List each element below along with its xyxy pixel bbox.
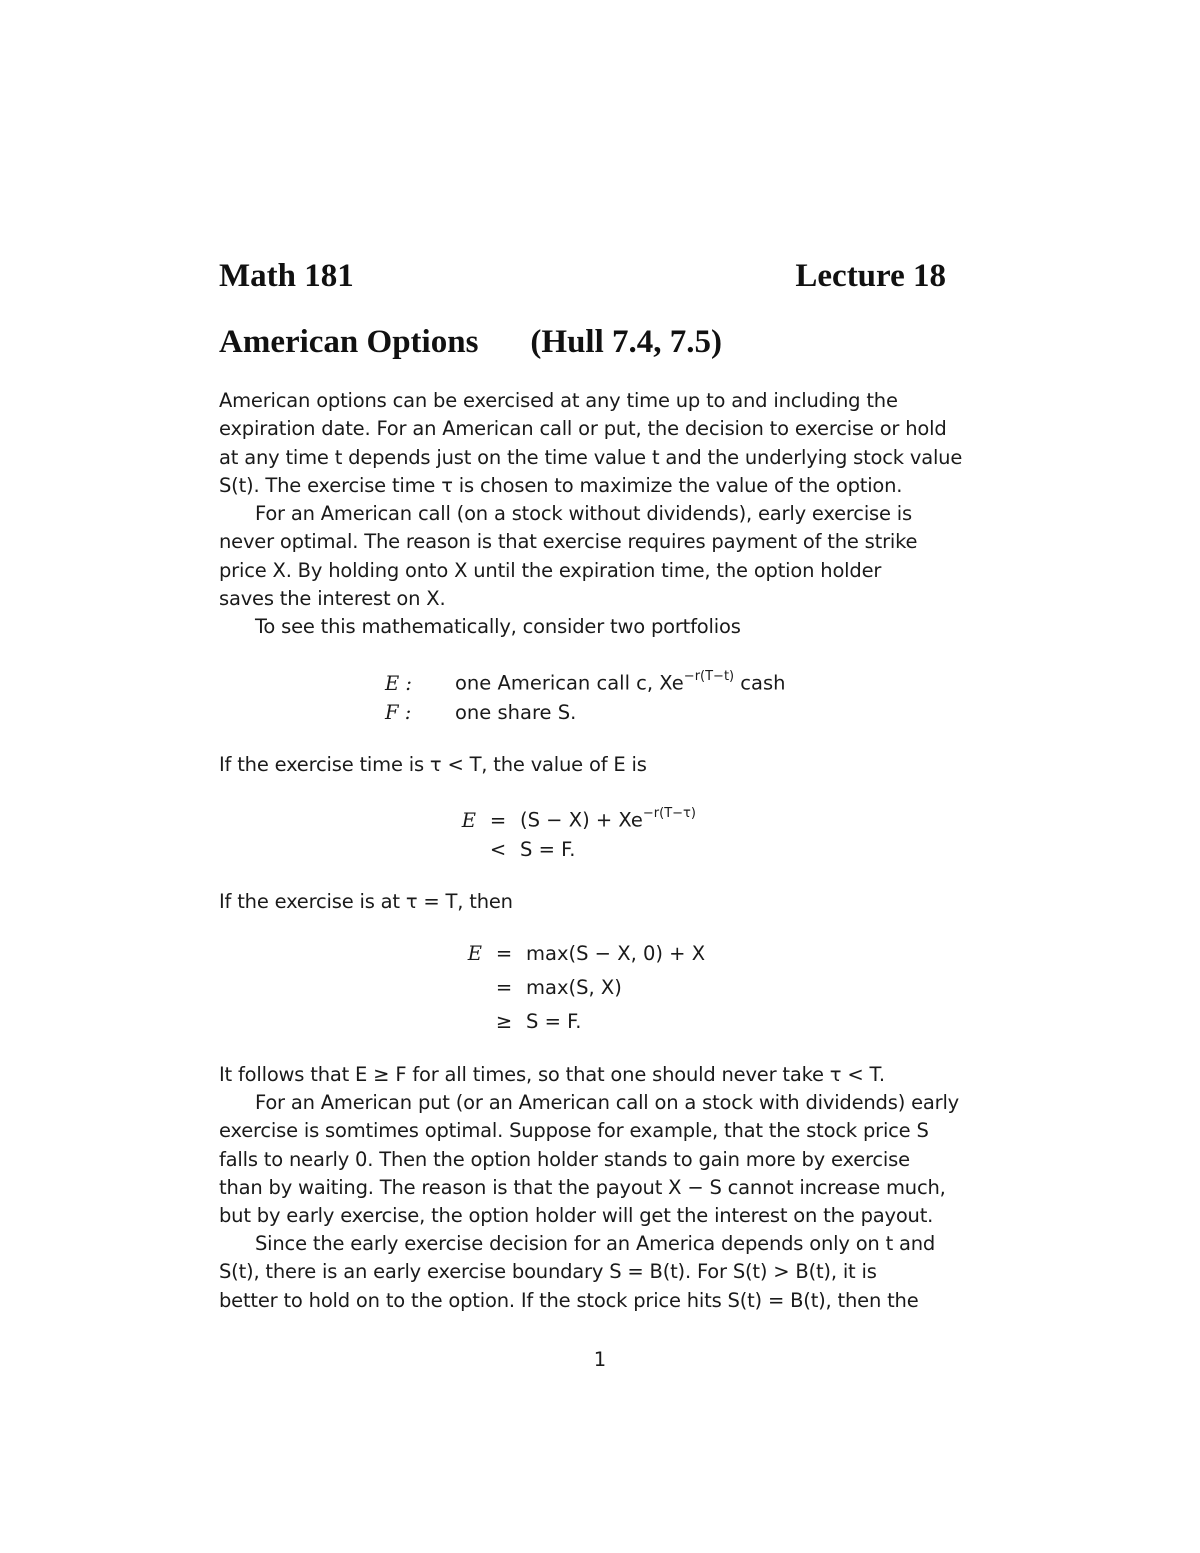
paragraph-line: exercise is somtimes optimal. Suppose for example, that the stock price S: [219, 1119, 929, 1143]
equation-at-expiry: [446, 937, 705, 1039]
lecture-heading: Lecture 18: [795, 258, 946, 294]
portfolio-row: [385, 662, 786, 696]
paragraph-8: [219, 1230, 981, 1315]
equation-row: E = $(S - X) + Xe^{-r(T-\tau)}$: [461, 806, 696, 832]
paragraph-line: but by early exercise, the option holder will get the interest on the payout.: [219, 1204, 934, 1228]
paragraph-line: It follows that E ≥ F for all times, so that one should never take τ < T.: [219, 1063, 885, 1086]
paragraph-line: at any time t depends just on the time value t and the underlying stock value: [219, 445, 963, 469]
paragraph-2: [219, 500, 981, 613]
paragraph-line: S(t), there is an early exercise boundary S = B(t). For S(t) > B(t), it is: [219, 1260, 877, 1284]
course-heading: Math 181: [219, 258, 354, 294]
paragraph-line: better to hold on to the option. If the stock price hits S(t) = B(t), then the: [219, 1288, 919, 1312]
paragraph-3: [219, 613, 981, 641]
page-number: 1: [593, 1348, 607, 1371]
section-title-main: American Options: [219, 324, 479, 360]
paragraph-line: saves the interest on X.: [219, 586, 446, 610]
paragraph-1: [219, 387, 981, 500]
paragraph-7: [219, 1089, 981, 1230]
paragraph-4: [219, 751, 981, 779]
equation-row: E = max(S − X, 0) + X: [467, 942, 706, 965]
section-title: [219, 324, 722, 361]
equation-row: = max(S, X): [495, 976, 622, 999]
paragraph-5: [219, 888, 981, 916]
paragraph-line: expiration date. For an American call or put, the decision to exercise or hold: [219, 417, 947, 441]
paragraph-line: than by waiting. The reason is that the payout X − S cannot increase much,: [219, 1175, 946, 1199]
paragraph-line: For an American call (on a stock without dividends), early exercise is: [255, 502, 912, 525]
paragraph-line: never optimal. The reason is that exercise requires payment of the strike: [219, 530, 918, 554]
equation-row: ≥ S = F.: [495, 1010, 582, 1033]
section-title-reference: (Hull 7.4, 7.5): [530, 324, 723, 360]
paragraph-line: For an American put (or an American call on a stock with dividends) early: [255, 1091, 960, 1114]
paragraph-line: price X. By holding onto X until the expiration time, the option holder: [219, 558, 882, 582]
paragraph-line: If the exercise is at τ = T, then: [219, 890, 513, 913]
portfolio-description: one share S.: [455, 701, 577, 724]
portfolio-row: [385, 696, 786, 730]
paragraph-line: American options can be exercised at any time up to and including the: [219, 389, 898, 412]
paragraph-line: To see this mathematically, consider two portfolios: [255, 615, 741, 638]
equation-row: < S = F.: [489, 838, 576, 861]
portfolio-label: F :: [385, 701, 412, 724]
portfolio-description: one American call c, $Xe^{-r(T-t)}$ cash: [455, 669, 786, 695]
paragraph-6: [219, 1061, 981, 1089]
portfolio-definitions: [385, 662, 786, 730]
paragraph-line: falls to nearly 0. Then the option holder stands to gain more by exercise: [219, 1147, 910, 1171]
paragraph-line: If the exercise time is τ < T, the value of E is: [219, 753, 647, 776]
paragraph-line: S(t). The exercise time τ is chosen to maximize the value of the option.: [219, 473, 903, 497]
paragraph-line: Since the early exercise decision for an America depends only on t and: [255, 1232, 936, 1255]
equation-early-exercise: [440, 799, 696, 867]
portfolio-label: E :: [385, 671, 413, 695]
